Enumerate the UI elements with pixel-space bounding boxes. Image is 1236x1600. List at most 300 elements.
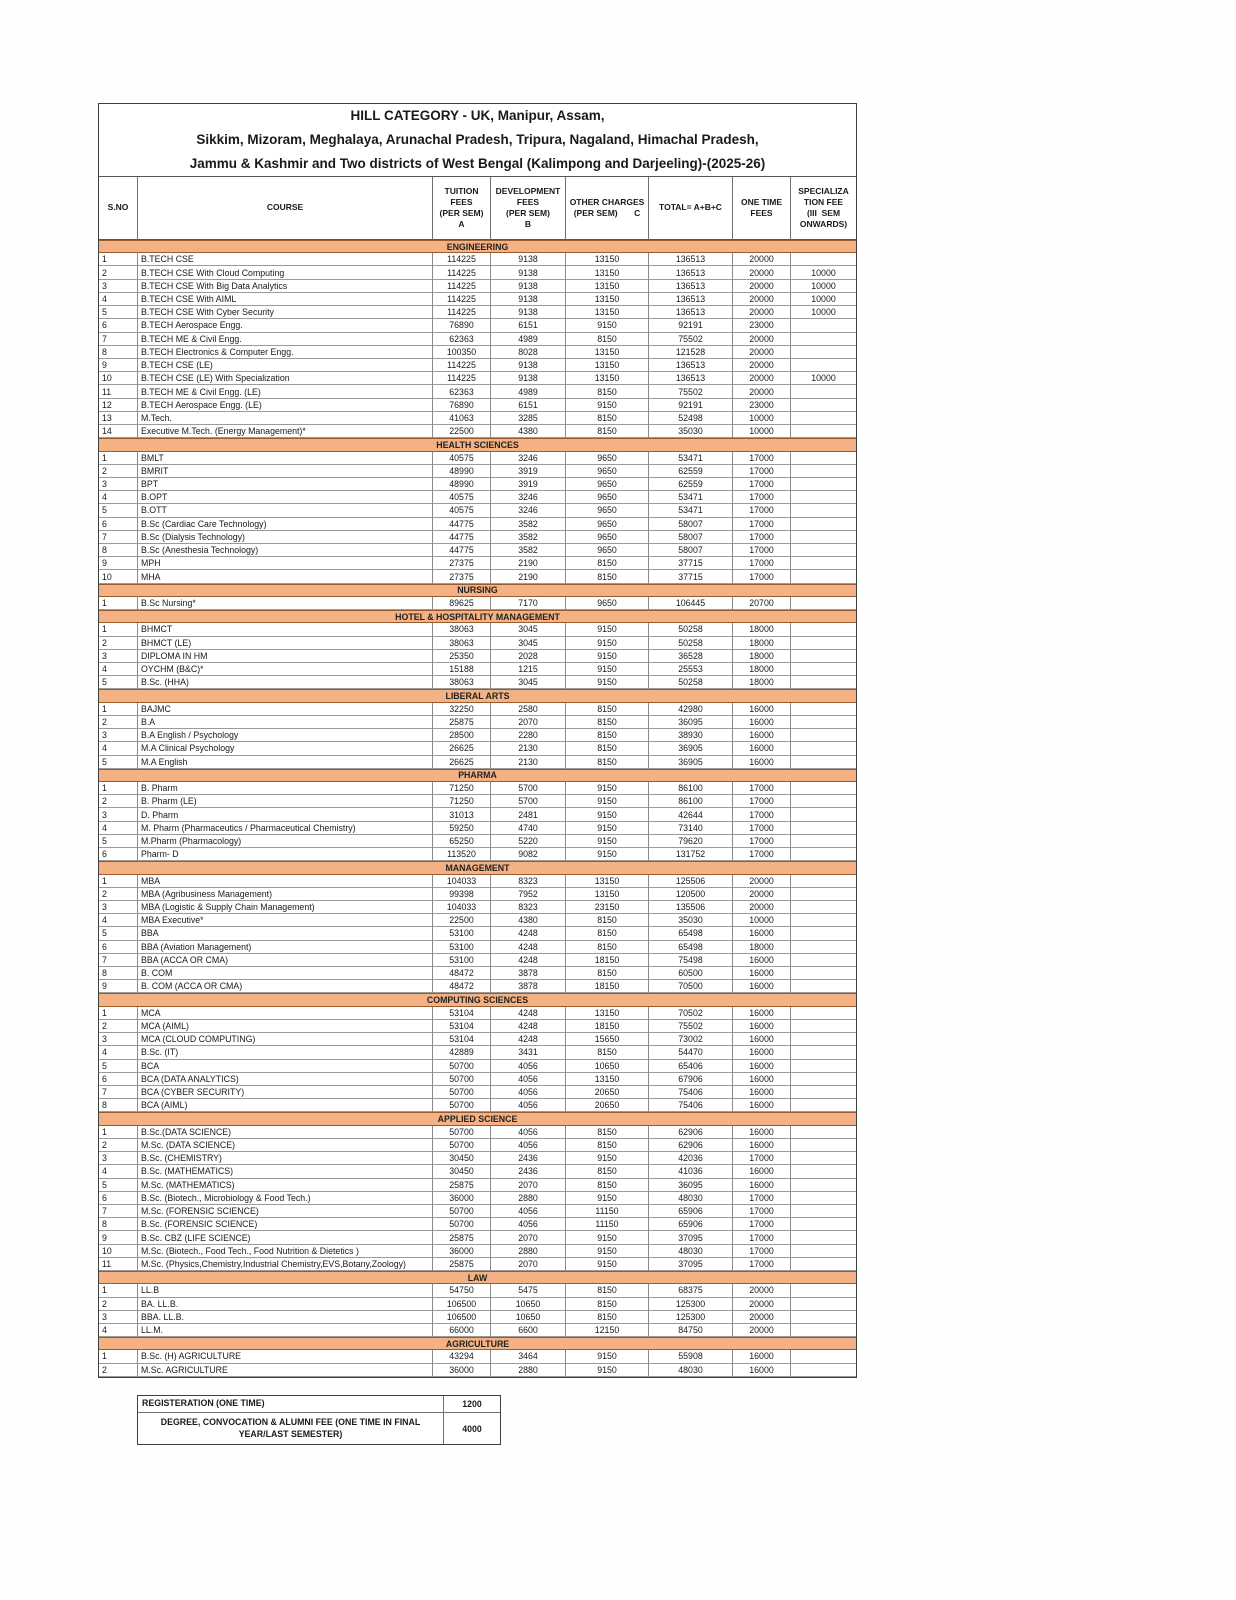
specialization-cell: 10000 — [791, 280, 856, 293]
course-cell: B.TECH ME & Civil Engg. (LE) — [138, 385, 433, 398]
development-cell: 7170 — [491, 597, 566, 610]
sno-cell: 5 — [99, 927, 138, 940]
course-row — [99, 1298, 856, 1311]
course-row — [99, 385, 856, 398]
course-row — [99, 822, 856, 835]
specialization-cell: 10000 — [791, 293, 856, 306]
specialization-cell — [791, 1245, 856, 1258]
course-cell: B. Pharm (LE) — [138, 795, 433, 808]
total-cell: 84750 — [649, 1324, 733, 1337]
tuition-cell: 62363 — [433, 333, 491, 346]
section-header-pharma: PHARMA — [99, 769, 856, 782]
course-cell: B.Sc (Anesthesia Technology) — [138, 544, 433, 557]
course-cell: M.Sc. (DATA SCIENCE) — [138, 1139, 433, 1152]
other-cell: 8150 — [566, 1046, 649, 1059]
other-cell: 18150 — [566, 1020, 649, 1033]
tuition-cell: 71250 — [433, 795, 491, 808]
onetime-cell: 17000 — [733, 518, 791, 531]
course-row — [99, 1099, 856, 1112]
tuition-cell: 42889 — [433, 1046, 491, 1059]
sno-cell: 1 — [99, 623, 138, 636]
other-cell: 13150 — [566, 280, 649, 293]
total-cell: 37095 — [649, 1258, 733, 1271]
onetime-cell: 17000 — [733, 808, 791, 821]
specialization-cell — [791, 980, 856, 993]
course-row — [99, 742, 856, 755]
onetime-cell: 17000 — [733, 1152, 791, 1165]
other-cell: 13150 — [566, 359, 649, 372]
registration-fee-value: 1200 — [462, 1399, 482, 1409]
tuition-cell: 30450 — [433, 1152, 491, 1165]
onetime-cell: 20000 — [733, 266, 791, 279]
onetime-cell: 20700 — [733, 597, 791, 610]
specialization-cell — [791, 1311, 856, 1324]
sno-cell: 8 — [99, 346, 138, 359]
registration-fee-row — [138, 1396, 500, 1412]
column-header-other: OTHER CHARGES (PER SEM) C — [566, 177, 649, 240]
other-cell: 13150 — [566, 253, 649, 266]
onetime-cell: 18000 — [733, 663, 791, 676]
course-cell: B.Sc. (Biotech., Microbiology & Food Tech.) — [138, 1192, 433, 1205]
development-cell: 4056 — [491, 1205, 566, 1218]
other-cell: 9150 — [566, 319, 649, 332]
other-cell: 13150 — [566, 266, 649, 279]
development-cell: 7952 — [491, 888, 566, 901]
development-cell: 10650 — [491, 1298, 566, 1311]
onetime-cell: 16000 — [733, 927, 791, 940]
specialization-cell — [791, 452, 856, 465]
tuition-cell: 48990 — [433, 478, 491, 491]
course-row — [99, 266, 856, 279]
course-cell: B.Sc.(DATA SCIENCE) — [138, 1126, 433, 1139]
tuition-cell: 25875 — [433, 716, 491, 729]
sno-cell: 9 — [99, 557, 138, 570]
tuition-cell: 36000 — [433, 1245, 491, 1258]
sno-cell: 1 — [99, 452, 138, 465]
course-cell: B.Sc. (CHEMISTRY) — [138, 1152, 433, 1165]
sno-cell: 4 — [99, 293, 138, 306]
tuition-cell: 36000 — [433, 1364, 491, 1377]
section-header-nursing: NURSING — [99, 584, 856, 597]
total-cell: 136513 — [649, 372, 733, 385]
specialization-cell: 10000 — [791, 266, 856, 279]
specialization-cell — [791, 1179, 856, 1192]
total-cell: 58007 — [649, 531, 733, 544]
tuition-cell: 53104 — [433, 1033, 491, 1046]
onetime-cell: 20000 — [733, 346, 791, 359]
other-cell: 9150 — [566, 1364, 649, 1377]
sno-cell: 5 — [99, 676, 138, 689]
onetime-cell: 20000 — [733, 1298, 791, 1311]
total-cell: 136513 — [649, 293, 733, 306]
total-cell: 136513 — [649, 266, 733, 279]
total-cell: 54470 — [649, 1046, 733, 1059]
onetime-cell: 16000 — [733, 1126, 791, 1139]
total-cell: 38930 — [649, 729, 733, 742]
course-cell: M.Sc. AGRICULTURE — [138, 1364, 433, 1377]
tuition-cell: 38063 — [433, 676, 491, 689]
tuition-cell: 50700 — [433, 1139, 491, 1152]
tuition-cell: 38063 — [433, 637, 491, 650]
course-cell: B.TECH Electronics & Computer Engg. — [138, 346, 433, 359]
course-row — [99, 1139, 856, 1152]
development-cell: 2190 — [491, 570, 566, 583]
course-row — [99, 1020, 856, 1033]
degree-convocation-fee-value: 4000 — [462, 1423, 482, 1434]
development-cell: 4248 — [491, 1033, 566, 1046]
sno-cell: 2 — [99, 1298, 138, 1311]
total-cell: 92191 — [649, 399, 733, 412]
column-header-tuition: TUITION FEES (PER SEM) A — [433, 177, 491, 240]
total-cell: 75502 — [649, 333, 733, 346]
course-row — [99, 597, 856, 610]
total-cell: 36095 — [649, 716, 733, 729]
course-cell: B.Sc. (IT) — [138, 1046, 433, 1059]
onetime-cell: 16000 — [733, 1007, 791, 1020]
column-header-sno: S.NO — [99, 177, 138, 240]
other-cell: 8150 — [566, 425, 649, 438]
sno-cell: 4 — [99, 663, 138, 676]
sno-cell: 12 — [99, 399, 138, 412]
course-row — [99, 319, 856, 332]
development-cell: 2880 — [491, 1245, 566, 1258]
course-cell: B.TECH CSE With Cyber Security — [138, 306, 433, 319]
development-cell: 4248 — [491, 954, 566, 967]
column-header-course: COURSE — [138, 177, 433, 240]
course-row — [99, 280, 856, 293]
other-cell: 18150 — [566, 980, 649, 993]
course-cell: B.TECH CSE With AIML — [138, 293, 433, 306]
course-row — [99, 1073, 856, 1086]
development-cell: 3431 — [491, 1046, 566, 1059]
course-row — [99, 1324, 856, 1337]
onetime-cell: 16000 — [733, 1046, 791, 1059]
course-row — [99, 1350, 856, 1363]
specialization-cell — [791, 1258, 856, 1271]
development-cell: 2070 — [491, 716, 566, 729]
tuition-cell: 32250 — [433, 703, 491, 716]
sno-cell: 3 — [99, 1033, 138, 1046]
onetime-cell: 17000 — [733, 544, 791, 557]
total-cell: 136513 — [649, 306, 733, 319]
course-cell: B.Sc Nursing* — [138, 597, 433, 610]
tuition-cell: 53104 — [433, 1020, 491, 1033]
course-row — [99, 412, 856, 425]
onetime-cell: 16000 — [733, 756, 791, 769]
course-cell: M.Sc. (FORENSIC SCIENCE) — [138, 1205, 433, 1218]
tuition-cell: 48472 — [433, 980, 491, 993]
tuition-cell: 59250 — [433, 822, 491, 835]
onetime-cell: 17000 — [733, 1218, 791, 1231]
specialization-cell — [791, 716, 856, 729]
other-cell: 13150 — [566, 1007, 649, 1020]
onetime-cell: 20000 — [733, 875, 791, 888]
course-cell: B.Sc. (HHA) — [138, 676, 433, 689]
tuition-cell: 50700 — [433, 1060, 491, 1073]
course-row — [99, 1364, 856, 1377]
other-cell: 8150 — [566, 557, 649, 570]
course-cell: MBA — [138, 875, 433, 888]
course-cell: B.TECH ME & Civil Engg. — [138, 333, 433, 346]
onetime-cell: 20000 — [733, 1324, 791, 1337]
onetime-cell: 18000 — [733, 650, 791, 663]
course-cell: LL.B — [138, 1284, 433, 1297]
sno-cell: 1 — [99, 782, 138, 795]
sno-cell: 5 — [99, 1060, 138, 1073]
onetime-cell: 10000 — [733, 425, 791, 438]
course-cell: B.Sc. (MATHEMATICS) — [138, 1165, 433, 1178]
other-cell: 12150 — [566, 1324, 649, 1337]
course-cell: BA. LL.B. — [138, 1298, 433, 1311]
course-cell: MCA (AIML) — [138, 1020, 433, 1033]
course-cell: B.TECH CSE — [138, 253, 433, 266]
onetime-cell: 17000 — [733, 491, 791, 504]
tuition-cell: 53104 — [433, 1007, 491, 1020]
total-cell: 42980 — [649, 703, 733, 716]
onetime-cell: 17000 — [733, 782, 791, 795]
tuition-cell: 25875 — [433, 1179, 491, 1192]
tuition-cell: 53100 — [433, 941, 491, 954]
sno-cell: 2 — [99, 1364, 138, 1377]
course-cell: BHMCT (LE) — [138, 637, 433, 650]
onetime-cell: 17000 — [733, 848, 791, 861]
development-cell: 2070 — [491, 1231, 566, 1244]
course-cell: B.Sc. (H) AGRICULTURE — [138, 1350, 433, 1363]
onetime-cell: 20000 — [733, 306, 791, 319]
tuition-cell: 25350 — [433, 650, 491, 663]
total-cell: 65498 — [649, 941, 733, 954]
sno-cell: 8 — [99, 544, 138, 557]
onetime-cell: 16000 — [733, 1179, 791, 1192]
tuition-cell: 44775 — [433, 531, 491, 544]
table-body — [99, 240, 856, 1377]
other-cell: 8150 — [566, 412, 649, 425]
sno-cell: 1 — [99, 1284, 138, 1297]
tuition-cell: 41063 — [433, 412, 491, 425]
onetime-cell: 20000 — [733, 280, 791, 293]
total-cell: 75406 — [649, 1086, 733, 1099]
tuition-cell: 54750 — [433, 1284, 491, 1297]
course-row — [99, 1205, 856, 1218]
development-cell: 6151 — [491, 319, 566, 332]
sno-cell: 5 — [99, 835, 138, 848]
development-cell: 4056 — [491, 1086, 566, 1099]
development-cell: 9138 — [491, 280, 566, 293]
total-cell: 121528 — [649, 346, 733, 359]
course-row — [99, 1258, 856, 1271]
other-cell: 8150 — [566, 742, 649, 755]
total-cell: 106445 — [649, 597, 733, 610]
tuition-cell: 106500 — [433, 1311, 491, 1324]
tuition-cell: 114225 — [433, 372, 491, 385]
sno-cell: 4 — [99, 1324, 138, 1337]
specialization-cell — [791, 346, 856, 359]
other-cell: 9150 — [566, 623, 649, 636]
development-cell: 10650 — [491, 1311, 566, 1324]
onetime-cell: 20000 — [733, 253, 791, 266]
degree-convocation-fee-label: DEGREE, CONVOCATION & ALUMNI FEE (ONE TIME IN FINAL YEAR/LAST SEMESTER) — [138, 1413, 444, 1444]
course-row — [99, 808, 856, 821]
total-cell: 58007 — [649, 518, 733, 531]
onetime-cell: 20000 — [733, 385, 791, 398]
tuition-cell: 25875 — [433, 1231, 491, 1244]
total-cell: 50258 — [649, 637, 733, 650]
degree-convocation-fee-row — [138, 1412, 500, 1444]
total-cell: 35030 — [649, 914, 733, 927]
specialization-cell — [791, 570, 856, 583]
tuition-cell: 76890 — [433, 399, 491, 412]
onetime-cell: 20000 — [733, 1311, 791, 1324]
other-cell: 8150 — [566, 333, 649, 346]
specialization-cell — [791, 901, 856, 914]
development-cell: 2481 — [491, 808, 566, 821]
course-cell: BBA. LL.B. — [138, 1311, 433, 1324]
development-cell: 3582 — [491, 544, 566, 557]
course-row — [99, 782, 856, 795]
course-row — [99, 967, 856, 980]
section-header-law: LAW — [99, 1271, 856, 1284]
course-cell: B. COM — [138, 967, 433, 980]
specialization-cell — [791, 835, 856, 848]
sno-cell: 2 — [99, 465, 138, 478]
specialization-cell — [791, 703, 856, 716]
other-cell: 9650 — [566, 531, 649, 544]
course-row — [99, 914, 856, 927]
onetime-cell: 23000 — [733, 319, 791, 332]
course-cell: B.A — [138, 716, 433, 729]
course-row — [99, 518, 856, 531]
tuition-cell: 40575 — [433, 504, 491, 517]
total-cell: 70500 — [649, 980, 733, 993]
tuition-cell: 62363 — [433, 385, 491, 398]
sno-cell: 3 — [99, 1152, 138, 1165]
onetime-cell: 16000 — [733, 1165, 791, 1178]
specialization-cell — [791, 795, 856, 808]
onetime-cell: 17000 — [733, 822, 791, 835]
other-cell: 9650 — [566, 491, 649, 504]
total-cell: 135506 — [649, 901, 733, 914]
other-cell: 8150 — [566, 1284, 649, 1297]
specialization-cell — [791, 663, 856, 676]
specialization-cell — [791, 1033, 856, 1046]
total-cell: 36905 — [649, 756, 733, 769]
development-cell: 3878 — [491, 980, 566, 993]
course-cell: B. COM (ACCA OR CMA) — [138, 980, 433, 993]
section-header-agriculture: AGRICULTURE — [99, 1337, 856, 1350]
specialization-cell — [791, 1298, 856, 1311]
course-row — [99, 346, 856, 359]
total-cell: 25553 — [649, 663, 733, 676]
other-cell: 8150 — [566, 1139, 649, 1152]
specialization-cell — [791, 359, 856, 372]
development-cell: 4056 — [491, 1073, 566, 1086]
total-cell: 62906 — [649, 1139, 733, 1152]
development-cell: 8323 — [491, 901, 566, 914]
total-cell: 50258 — [649, 623, 733, 636]
other-cell: 13150 — [566, 875, 649, 888]
onetime-cell: 17000 — [733, 835, 791, 848]
sno-cell: 4 — [99, 491, 138, 504]
sno-cell: 5 — [99, 756, 138, 769]
sno-cell: 3 — [99, 1311, 138, 1324]
registration-fee-label: REGISTERATION (ONE TIME) — [138, 1396, 444, 1412]
total-cell: 136513 — [649, 253, 733, 266]
sno-cell: 8 — [99, 1218, 138, 1231]
course-cell: M.Pharm (Pharmacology) — [138, 835, 433, 848]
tuition-cell: 71250 — [433, 782, 491, 795]
tuition-cell: 15188 — [433, 663, 491, 676]
other-cell: 8150 — [566, 967, 649, 980]
course-row — [99, 716, 856, 729]
development-cell: 2436 — [491, 1165, 566, 1178]
other-cell: 9150 — [566, 399, 649, 412]
onetime-cell: 18000 — [733, 637, 791, 650]
onetime-cell: 16000 — [733, 716, 791, 729]
onetime-cell: 16000 — [733, 1060, 791, 1073]
tuition-cell: 65250 — [433, 835, 491, 848]
development-cell: 3582 — [491, 531, 566, 544]
course-cell: OYCHM (B&C)* — [138, 663, 433, 676]
specialization-cell — [791, 333, 856, 346]
other-cell: 8150 — [566, 385, 649, 398]
other-cell: 13150 — [566, 293, 649, 306]
development-cell: 5220 — [491, 835, 566, 848]
course-cell: B.TECH CSE (LE) — [138, 359, 433, 372]
other-cell: 9150 — [566, 663, 649, 676]
course-cell: B.TECH CSE With Cloud Computing — [138, 266, 433, 279]
sno-cell: 1 — [99, 253, 138, 266]
other-cell: 9150 — [566, 835, 649, 848]
other-cell: 9150 — [566, 650, 649, 663]
course-row — [99, 372, 856, 385]
specialization-cell — [791, 1046, 856, 1059]
onetime-cell: 17000 — [733, 1205, 791, 1218]
course-row — [99, 333, 856, 346]
total-cell: 75406 — [649, 1099, 733, 1112]
onetime-cell: 18000 — [733, 676, 791, 689]
total-cell: 75498 — [649, 954, 733, 967]
total-cell: 55908 — [649, 1350, 733, 1363]
total-cell: 36528 — [649, 650, 733, 663]
tuition-cell: 27375 — [433, 570, 491, 583]
specialization-cell: 10000 — [791, 372, 856, 385]
total-cell: 70502 — [649, 1007, 733, 1020]
onetime-cell: 16000 — [733, 954, 791, 967]
specialization-cell — [791, 504, 856, 517]
development-cell: 8323 — [491, 875, 566, 888]
other-cell: 8150 — [566, 1298, 649, 1311]
section-header-liberal-arts: LIBERAL ARTS — [99, 689, 856, 702]
course-cell: BBA — [138, 927, 433, 940]
specialization-cell — [791, 1364, 856, 1377]
sno-cell: 6 — [99, 941, 138, 954]
sno-cell: 13 — [99, 412, 138, 425]
tuition-cell: 114225 — [433, 280, 491, 293]
development-cell: 3919 — [491, 478, 566, 491]
specialization-cell — [791, 623, 856, 636]
specialization-cell — [791, 676, 856, 689]
specialization-cell — [791, 1324, 856, 1337]
development-cell: 5700 — [491, 795, 566, 808]
course-row — [99, 306, 856, 319]
sno-cell: 9 — [99, 980, 138, 993]
course-cell: B.Sc. CBZ (LIFE SCIENCE) — [138, 1231, 433, 1244]
tuition-cell: 28500 — [433, 729, 491, 742]
course-cell: MBA Executive* — [138, 914, 433, 927]
sno-cell: 3 — [99, 280, 138, 293]
course-row — [99, 1165, 856, 1178]
specialization-cell — [791, 1099, 856, 1112]
